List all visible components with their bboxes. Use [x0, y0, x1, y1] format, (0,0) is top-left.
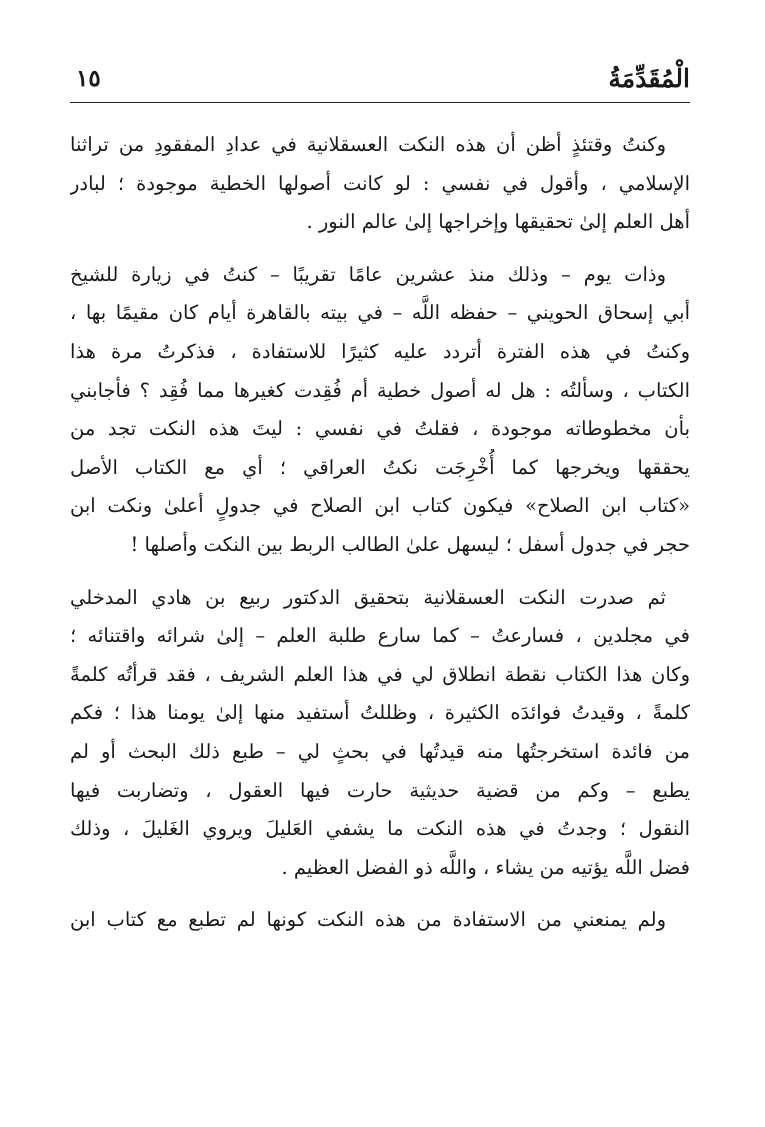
text-line: كلمةً ، وقيدتُ فوائدَه الكثيرة ، وظللتُ أستفيد منها إلىٰ يومنا هذا ؛ فكم: [70, 701, 690, 725]
paragraph: [70, 126, 690, 242]
book-page: [70, 60, 690, 1080]
text-line: الكتاب ، وسألتُه : هل له أصول خطية أم فُقِدت كغيرها مما فُقِد ؟ فأجابني: [70, 378, 690, 402]
text-line: حجر في جدول أسفل ؛ ليسهل علىٰ الطالب الربط بين النكت وأصلها !: [130, 532, 690, 556]
text-line: يحققها ويخرجها كما أُخْرِجَت نكتُ العراقي ؛ أي مع الكتاب الأصل: [70, 455, 690, 479]
text-line: ولم يمنعني من الاستفادة من هذه النكت كونها لم تطبع مع كتاب ابن: [70, 908, 666, 932]
paragraph: [70, 901, 690, 940]
text-line: أبي إسحاق الحويني – حفظه اللَّه – في بيته بالقاهرة أيام كان مقيمًا بها ،: [70, 301, 690, 325]
text-line: الإسلامي ، وأقول في نفسي : لو كانت أصولها الخطية موجودة ؛ لبادر: [70, 171, 690, 195]
text-line: بأن مخطوطاته موجودة ، فقلتُ في نفسي : ليتَ هذه النكت تجد من: [70, 417, 690, 441]
text-line: وذات يوم – وذلك منذ عشرين عامًا تقريبًا – كنتُ في زيارة للشيخ: [70, 262, 666, 286]
text-line: أهل العلم إلىٰ تحقيقها وإخراجها إلىٰ عالم النور .: [306, 210, 690, 234]
text-line: في مجلدين ، فسارعتُ – كما سارع طلبة العلم – إلىٰ شرائه واقتنائه ؛: [70, 624, 690, 648]
text-line: فضل اللَّه يؤتيه من يشاء ، واللَّه ذو الفضل العظيم .: [281, 855, 690, 879]
text-line: النقول ؛ وجدتُ في هذه النكت ما يشفي العَليلَ ويروي الغَليلَ ، وذلك: [70, 817, 690, 841]
text-line: وكان هذا الكتاب نقطة انطلاق لي في هذا العلم الشريف ، فقد قرأتُه كلمةً: [70, 662, 690, 686]
text-line: من فائدة استخرجتُها منه قيدتُها في بحثٍ لي – طبع ذلك البحث أو لم: [70, 739, 690, 763]
text-line: «كتاب ابن الصلاح» فيكون كتاب ابن الصلاح في جدولٍ أعلىٰ ونكت ابن: [70, 494, 690, 518]
paragraph-gap: [70, 242, 690, 256]
text-line: وكنتُ وقتئذٍ أظن أن هذه النكت العسقلانية في عدادِ المفقودِ من تراثنا: [70, 133, 666, 156]
header-rule: [70, 102, 690, 103]
running-header: [70, 60, 690, 100]
paragraph: [70, 579, 690, 888]
page-number: ١٥: [76, 65, 101, 92]
body-text: [70, 126, 690, 940]
paragraph: [70, 256, 690, 565]
chapter-title: الْمُقَدِّمَةُ: [608, 64, 690, 93]
paragraph-gap: [70, 887, 690, 901]
text-line: ثم صدرت النكت العسقلانية بتحقيق الدكتور ربيع بن هادي المدخلي: [70, 585, 666, 609]
text-line: وكنتُ في هذه الفترة أتردد عليه كثيرًا للاستفادة ، فذكرتُ مرة هذا: [70, 339, 690, 363]
paragraph-gap: [70, 565, 690, 579]
text-line: يطبع – وكم من قضية حديثية حارت فيها العقول ، وتضاربت فيها: [70, 778, 690, 802]
